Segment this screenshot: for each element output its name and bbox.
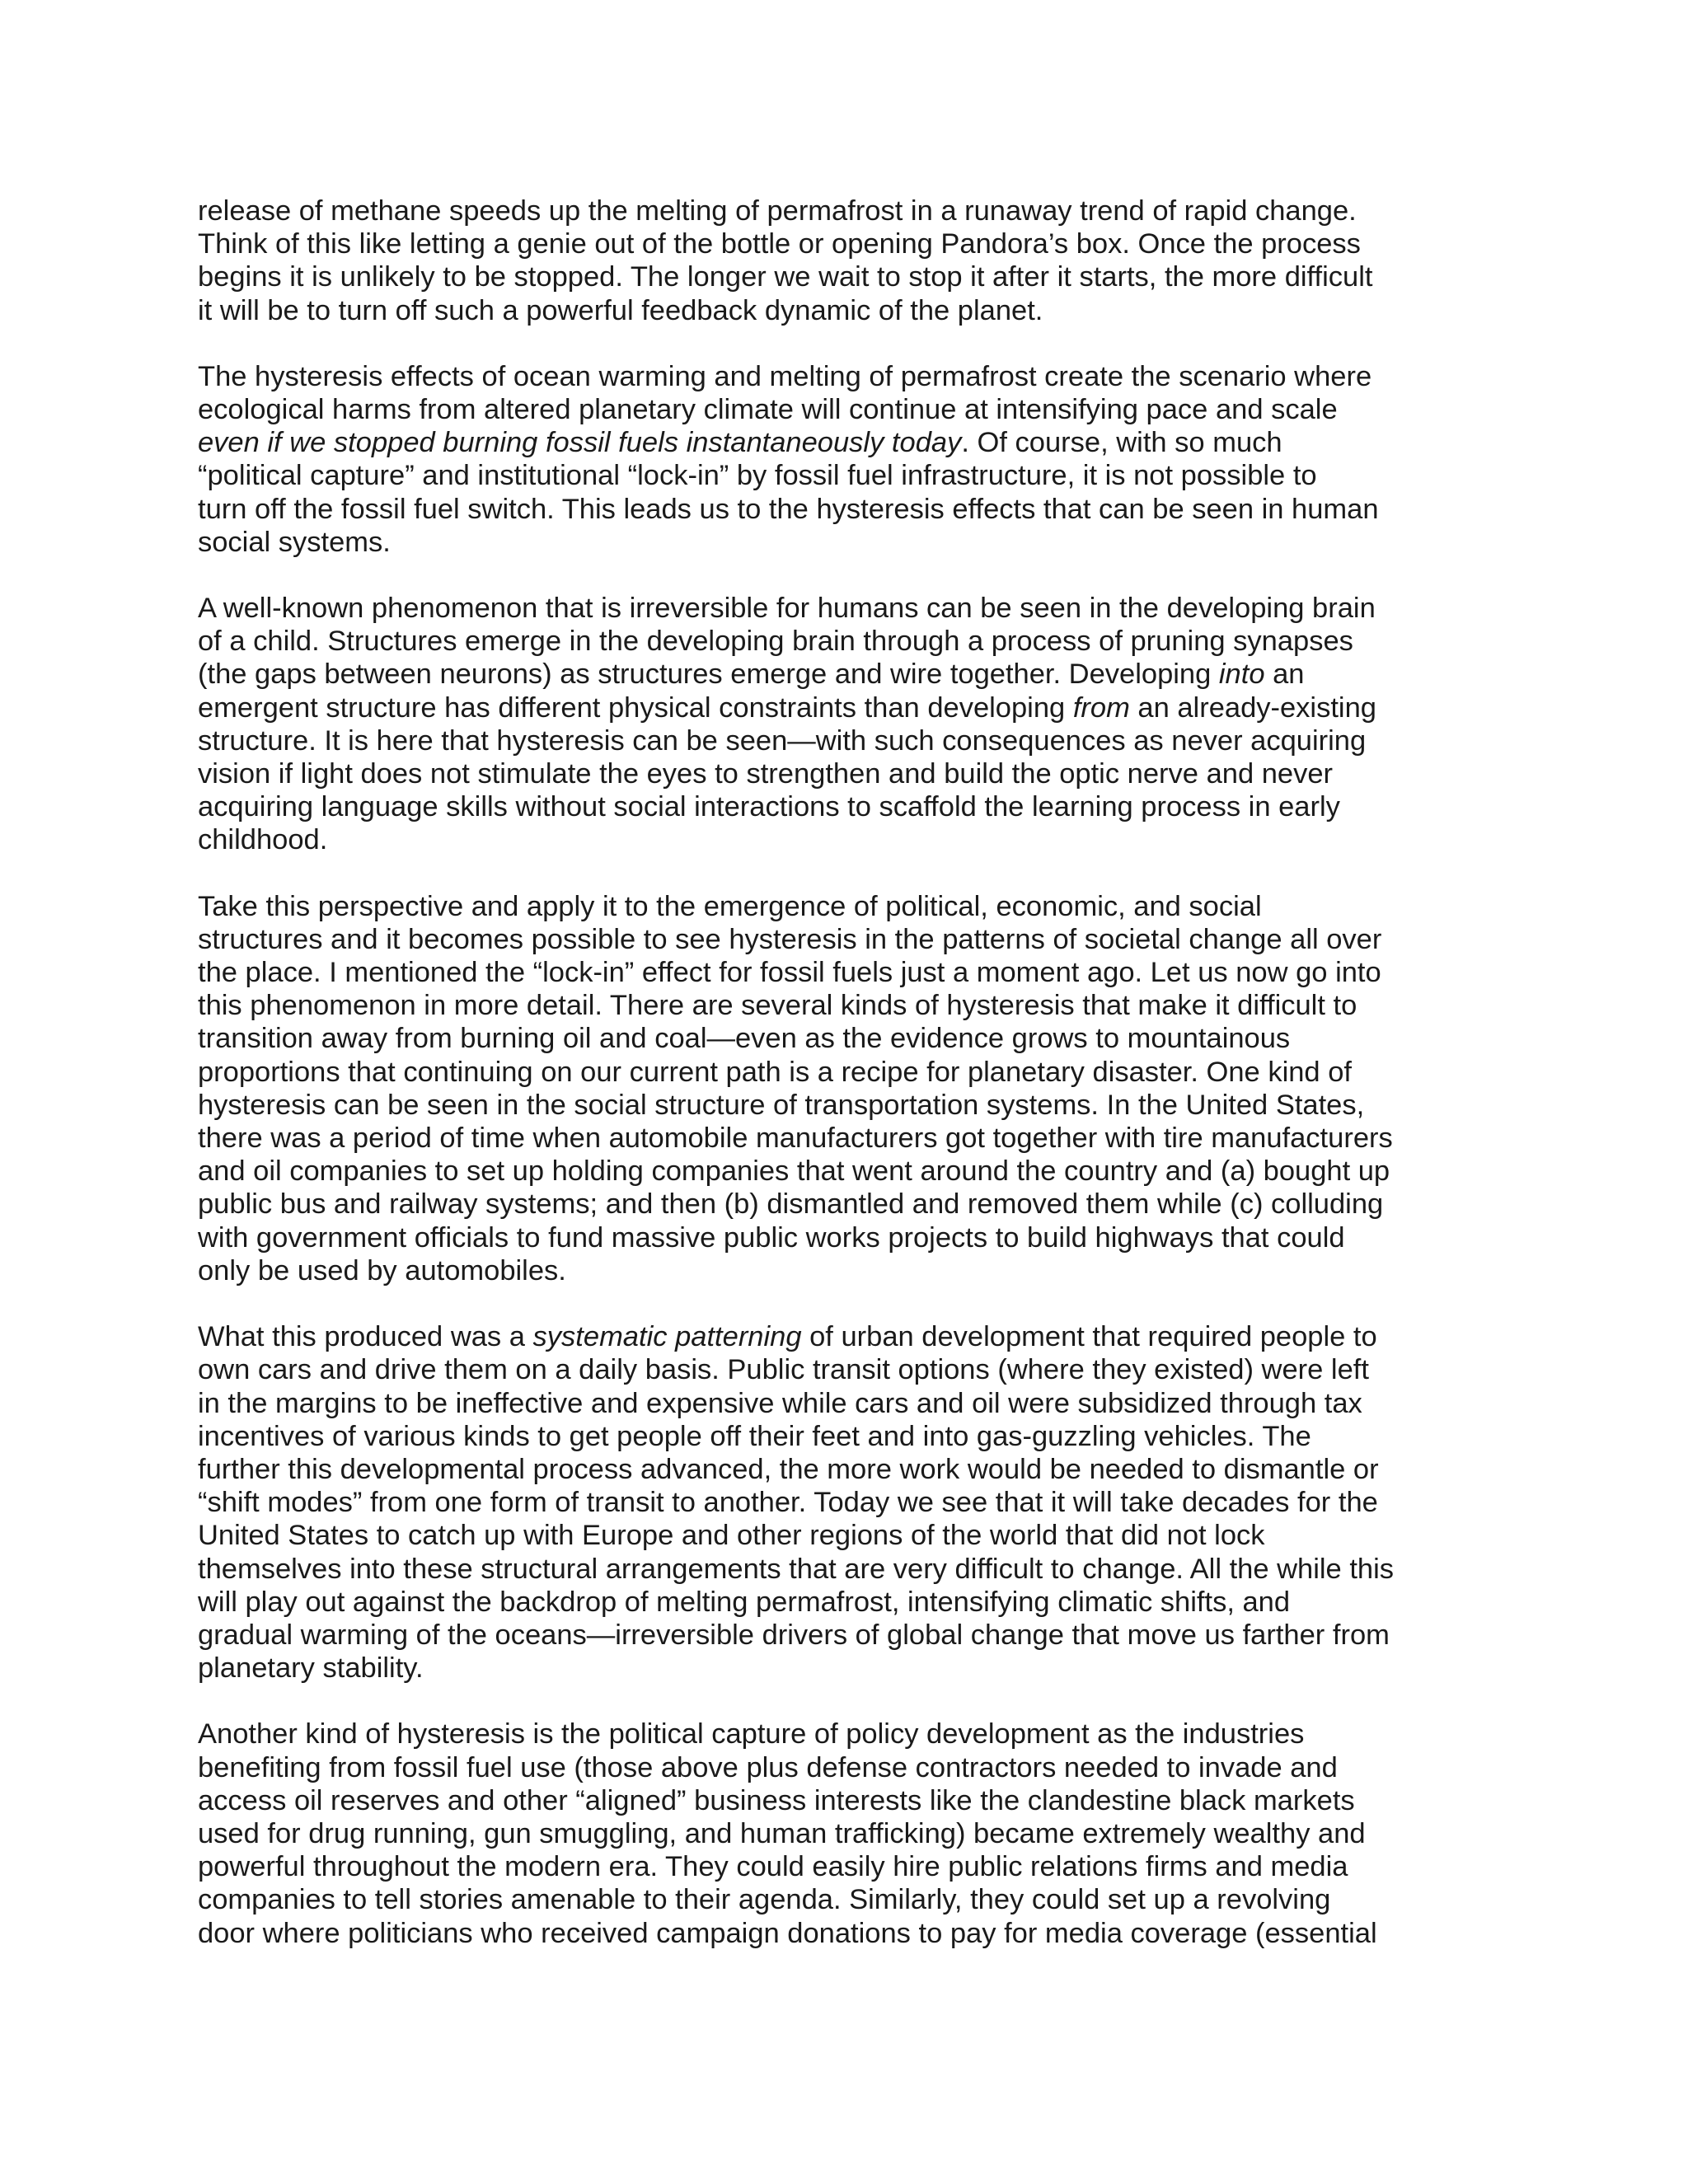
- text-run: proportions that continuing on our current path is a recipe for planetary disaster. One kind of: [198, 1056, 1352, 1088]
- paragraph: [198, 1718, 1500, 1949]
- text-line: [198, 1122, 1500, 1155]
- text-line: [198, 1254, 1500, 1287]
- text-run: of urban development that required people to: [801, 1321, 1377, 1353]
- text-line: [198, 194, 1500, 227]
- text-line: [198, 1221, 1500, 1254]
- text-line: [198, 1089, 1500, 1122]
- text-line: [198, 493, 1500, 526]
- text-run: an: [1264, 658, 1305, 691]
- text-run: and oil companies to set up holding companies that went around the country and (a) bought up: [198, 1155, 1390, 1188]
- italic-text: systematic patterning: [532, 1321, 802, 1353]
- paragraph: [198, 1320, 1500, 1685]
- text-run: it will be to turn off such a powerful feedback dynamic of the planet.: [198, 294, 1043, 326]
- text-line: [198, 1453, 1500, 1486]
- text-line: [198, 459, 1500, 492]
- text-run: The hysteresis effects of ocean warming and melting of permafrost create the scenario where: [198, 360, 1372, 392]
- text-run: door where politicians who received campaign donations to pay for media coverage (essential: [198, 1917, 1377, 1949]
- text-line: [198, 526, 1500, 559]
- text-line: [198, 1320, 1500, 1353]
- text-line: [198, 823, 1500, 856]
- text-line: [198, 625, 1500, 658]
- text-run: public bus and railway systems; and then (b) dismantled and removed them while (c) colluding: [198, 1188, 1384, 1221]
- text-run: begins it is unlikely to be stopped. The longer we wait to stop it after it starts, the more difficult: [198, 261, 1373, 293]
- italic-text: into: [1218, 658, 1265, 691]
- text-line: [198, 1486, 1500, 1519]
- text-run: What this produced was a: [198, 1321, 533, 1353]
- text-run: planetary stability.: [198, 1652, 424, 1685]
- text-line: [198, 1586, 1500, 1619]
- body-text: [198, 194, 1500, 1983]
- text-line: [198, 426, 1500, 459]
- text-line: [198, 1850, 1500, 1883]
- text-run: vision if light does not stimulate the eyes to strengthen and build the optic nerve and never: [198, 758, 1334, 790]
- italic-text: from: [1072, 691, 1130, 724]
- text-run: structures and it becomes possible to see hysteresis in the patterns of societal change all over: [198, 923, 1382, 955]
- text-run: powerful throughout the modern era. They could easily hire public relations firms and media: [198, 1851, 1348, 1883]
- text-line: [198, 1917, 1500, 1950]
- paragraph: [198, 890, 1500, 1287]
- text-line: [198, 724, 1500, 757]
- text-line: [198, 923, 1500, 956]
- text-run: Take this perspective and apply it to the emergence of political, economic, and social: [198, 890, 1262, 922]
- italic-text: even if we stopped burning fossil fuels instantaneously today: [198, 427, 962, 459]
- text-line: [198, 1784, 1500, 1817]
- text-line: [198, 1353, 1500, 1386]
- text-run: United States to catch up with Europe and other regions of the world that did not lock: [198, 1520, 1265, 1552]
- text-run: this phenomenon in more detail. There are several kinds of hysteresis that make it difficult to: [198, 990, 1357, 1022]
- text-line: [198, 1883, 1500, 1916]
- text-line: [198, 393, 1500, 426]
- text-run: gradual warming of the oceans—irreversible drivers of global change that move us farther from: [198, 1619, 1390, 1651]
- text-line: [198, 790, 1500, 823]
- text-run: with government officials to fund massive public works projects to build highways that could: [198, 1221, 1345, 1254]
- text-line: [198, 658, 1500, 691]
- text-run: access oil reserves and other “aligned” business interests like the clandestine black markets: [198, 1784, 1355, 1816]
- text-run: social systems.: [198, 526, 391, 558]
- text-run: of a child. Structures emerge in the developing brain through a process of pruning synapses: [198, 626, 1353, 658]
- text-line: [198, 592, 1500, 625]
- text-line: [198, 989, 1500, 1022]
- text-run: themselves into these structural arrangements that are very difficult to change. All the while this: [198, 1553, 1395, 1585]
- text-run: used for drug running, gun smuggling, and human trafficking) became extremely wealthy and: [198, 1817, 1366, 1849]
- text-run: there was a period of time when automobile manufacturers got together with tire manufacturers: [198, 1122, 1393, 1155]
- text-line: [198, 1022, 1500, 1055]
- text-line: [198, 1519, 1500, 1552]
- text-line: [198, 1817, 1500, 1850]
- paragraph: [198, 360, 1500, 559]
- text-run: (the gaps between neurons) as structures emerge and wire together. Developing: [198, 658, 1219, 691]
- text-run: further this developmental process advanced, the more work would be needed to dismantle or: [198, 1453, 1379, 1485]
- text-line: [198, 1387, 1500, 1420]
- text-line: [198, 1553, 1500, 1586]
- text-line: [198, 227, 1500, 260]
- text-run: childhood.: [198, 824, 328, 856]
- text-run: transition away from burning oil and coal—even as the evidence grows to mountainous: [198, 1023, 1291, 1055]
- text-run: . Of course, with so much: [961, 427, 1282, 459]
- text-run: only be used by automobiles.: [198, 1254, 566, 1286]
- paragraph: [198, 194, 1500, 327]
- paragraph: [198, 592, 1500, 857]
- text-run: an already-existing: [1129, 691, 1376, 724]
- text-run: turn off the fossil fuel switch. This leads us to the hysteresis effects that can be seen in human: [198, 493, 1379, 525]
- text-run: acquiring language skills without social interactions to scaffold the learning process in early: [198, 791, 1340, 823]
- text-run: A well-known phenomenon that is irreversible for humans can be seen in the developing brain: [198, 593, 1376, 625]
- text-line: [198, 260, 1500, 293]
- text-run: Think of this like letting a genie out of the bottle or opening Pandora’s box. Once the process: [198, 228, 1361, 260]
- text-run: in the margins to be ineffective and expensive while cars and oil were subsidized through tax: [198, 1387, 1362, 1419]
- text-run: ecological harms from altered planetary climate will continue at intensifying pace and scale: [198, 394, 1338, 426]
- text-run: benefiting from fossil fuel use (those above plus defense contractors needed to invade and: [198, 1751, 1338, 1783]
- text-run: “political capture” and institutional “lock-in” by fossil fuel infrastructure, it is not possible to: [198, 460, 1317, 492]
- text-line: [198, 956, 1500, 989]
- text-run: own cars and drive them on a daily basis. Public transit options (where they existed) were left: [198, 1354, 1369, 1386]
- text-line: [198, 757, 1500, 790]
- text-line: [198, 360, 1500, 393]
- text-run: emergent structure has different physical constraints than developing: [198, 691, 1073, 724]
- text-line: [198, 1056, 1500, 1089]
- text-line: [198, 1188, 1500, 1221]
- text-run: “shift modes” from one form of transit to another. Today we see that it will take decades for the: [198, 1487, 1378, 1519]
- text-run: hysteresis can be seen in the social structure of transportation systems. In the United States,: [198, 1089, 1365, 1121]
- text-line: [198, 1751, 1500, 1784]
- text-line: [198, 1155, 1500, 1188]
- text-line: [198, 1420, 1500, 1453]
- text-line: [198, 691, 1500, 724]
- text-run: release of methane speeds up the melting of permafrost in a runaway trend of rapid change.: [198, 195, 1357, 227]
- text-run: incentives of various kinds to get people off their feet and into gas-guzzling vehicles. The: [198, 1420, 1311, 1452]
- text-line: [198, 1619, 1500, 1652]
- text-run: companies to tell stories amenable to their agenda. Similarly, they could set up a revolving: [198, 1884, 1331, 1916]
- text-run: structure. It is here that hysteresis can be seen—with such consequences as never acquiring: [198, 724, 1367, 757]
- text-run: the place. I mentioned the “lock-in” effect for fossil fuels just a moment ago. Let us now go into: [198, 957, 1381, 989]
- text-run: Another kind of hysteresis is the political capture of policy development as the industries: [198, 1718, 1305, 1750]
- text-line: [198, 1652, 1500, 1685]
- text-line: [198, 294, 1500, 327]
- text-run: will play out against the backdrop of melting permafrost, intensifying climatic shifts, and: [198, 1586, 1291, 1618]
- text-line: [198, 890, 1500, 923]
- text-line: [198, 1718, 1500, 1750]
